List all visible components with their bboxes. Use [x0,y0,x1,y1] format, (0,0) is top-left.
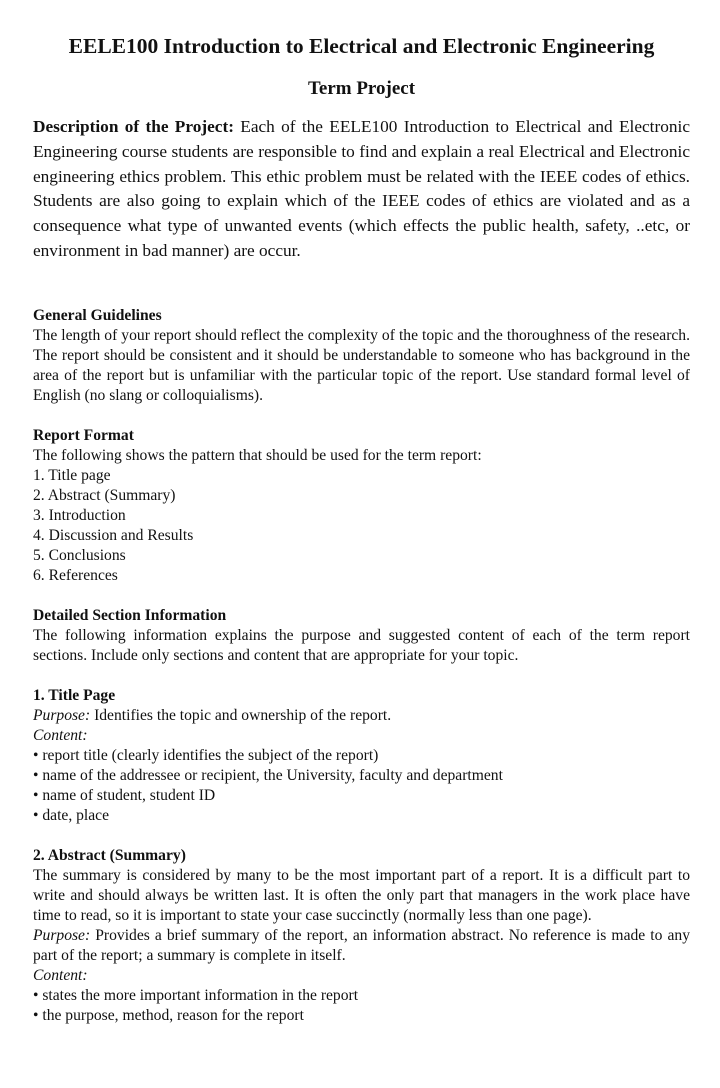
description-text: Each of the EELE100 Introduction to Electrical and Electronic Engineering course students are responsible to find and explain a real Electrical and Electronic engineering ethics problem. This ethic problem must be related with the IEEE codes of ethics. Students are also going to explain which of the IEEE codes of ethics are violated and as a consequence what type of unwanted events (which effects the public health, safety, ..etc, or environment in bad manner) are occur. [33,117,690,260]
purpose-text: Identifies the topic and ownership of the report. [90,707,392,724]
purpose-label: Purpose: [33,927,91,944]
list-item: 3. Introduction [33,507,126,524]
list-item: • the purpose, method, reason for the report [33,1007,304,1024]
list-item: • states the more important information in the report [33,987,359,1004]
project-description [33,115,690,264]
detailed-section-info [33,606,690,666]
section-intro: The following shows the pattern that should be used for the term report: [33,447,482,464]
abstract-section [33,846,690,1026]
section-heading: Report Format [33,427,134,444]
list-item: • date, place [33,807,110,824]
list-item: • name of the addressee or recipient, the University, faculty and department [33,767,503,784]
content-label: Content: [33,967,88,984]
list-item: 5. Conclusions [33,547,126,564]
general-guidelines-section [33,306,690,406]
list-item: 1. Title page [33,467,111,484]
section-paragraph: The length of your report should reflect the complexity of the topic and the thoroughness of the research. The report should be consistent and it should be understandable to someone who has background in the area of the report but is unfamiliar with the particular topic of the report. Use standard formal level of English (no slang or colloquialisms). [33,327,690,404]
document-subtitle: Term Project [307,78,416,99]
content-label: Content: [33,727,88,744]
title-page-section [33,686,690,826]
list-item: • name of student, student ID [33,787,216,804]
purpose-line [33,706,690,726]
list-item: 4. Discussion and Results [33,527,194,544]
section-heading: Detailed Section Information [33,607,227,624]
list-item: 6. References [33,567,118,584]
section-paragraph: The following information explains the purpose and suggested content of each of the term report sections. Include only sections and content that are appropriate for your topic. [33,627,690,664]
section-paragraph: The summary is considered by many to be the most important part of a report. It is a difficult part to write and should always be written last. It is often the only part that managers in the work place have time to read, so it is important to state your case succinctly (normally less than one page). [33,867,690,924]
purpose-line [33,926,690,966]
purpose-label: Purpose: [33,707,91,724]
purpose-text: Provides a brief summary of the report, an information abstract. No reference is made to any part of the report; a summary is complete in itself. [33,927,690,964]
section-heading: General Guidelines [33,307,162,324]
list-item: • report title (clearly identifies the subject of the report) [33,747,379,764]
report-format-section [33,426,690,586]
document-title: EELE100 Introduction to Electrical and Electronic Engineering [68,34,655,58]
list-item: 2. Abstract (Summary) [33,487,176,504]
section-heading: 2. Abstract (Summary) [33,847,186,864]
description-lead: Description of the Project: [33,117,234,136]
section-heading: 1. Title Page [33,687,116,704]
